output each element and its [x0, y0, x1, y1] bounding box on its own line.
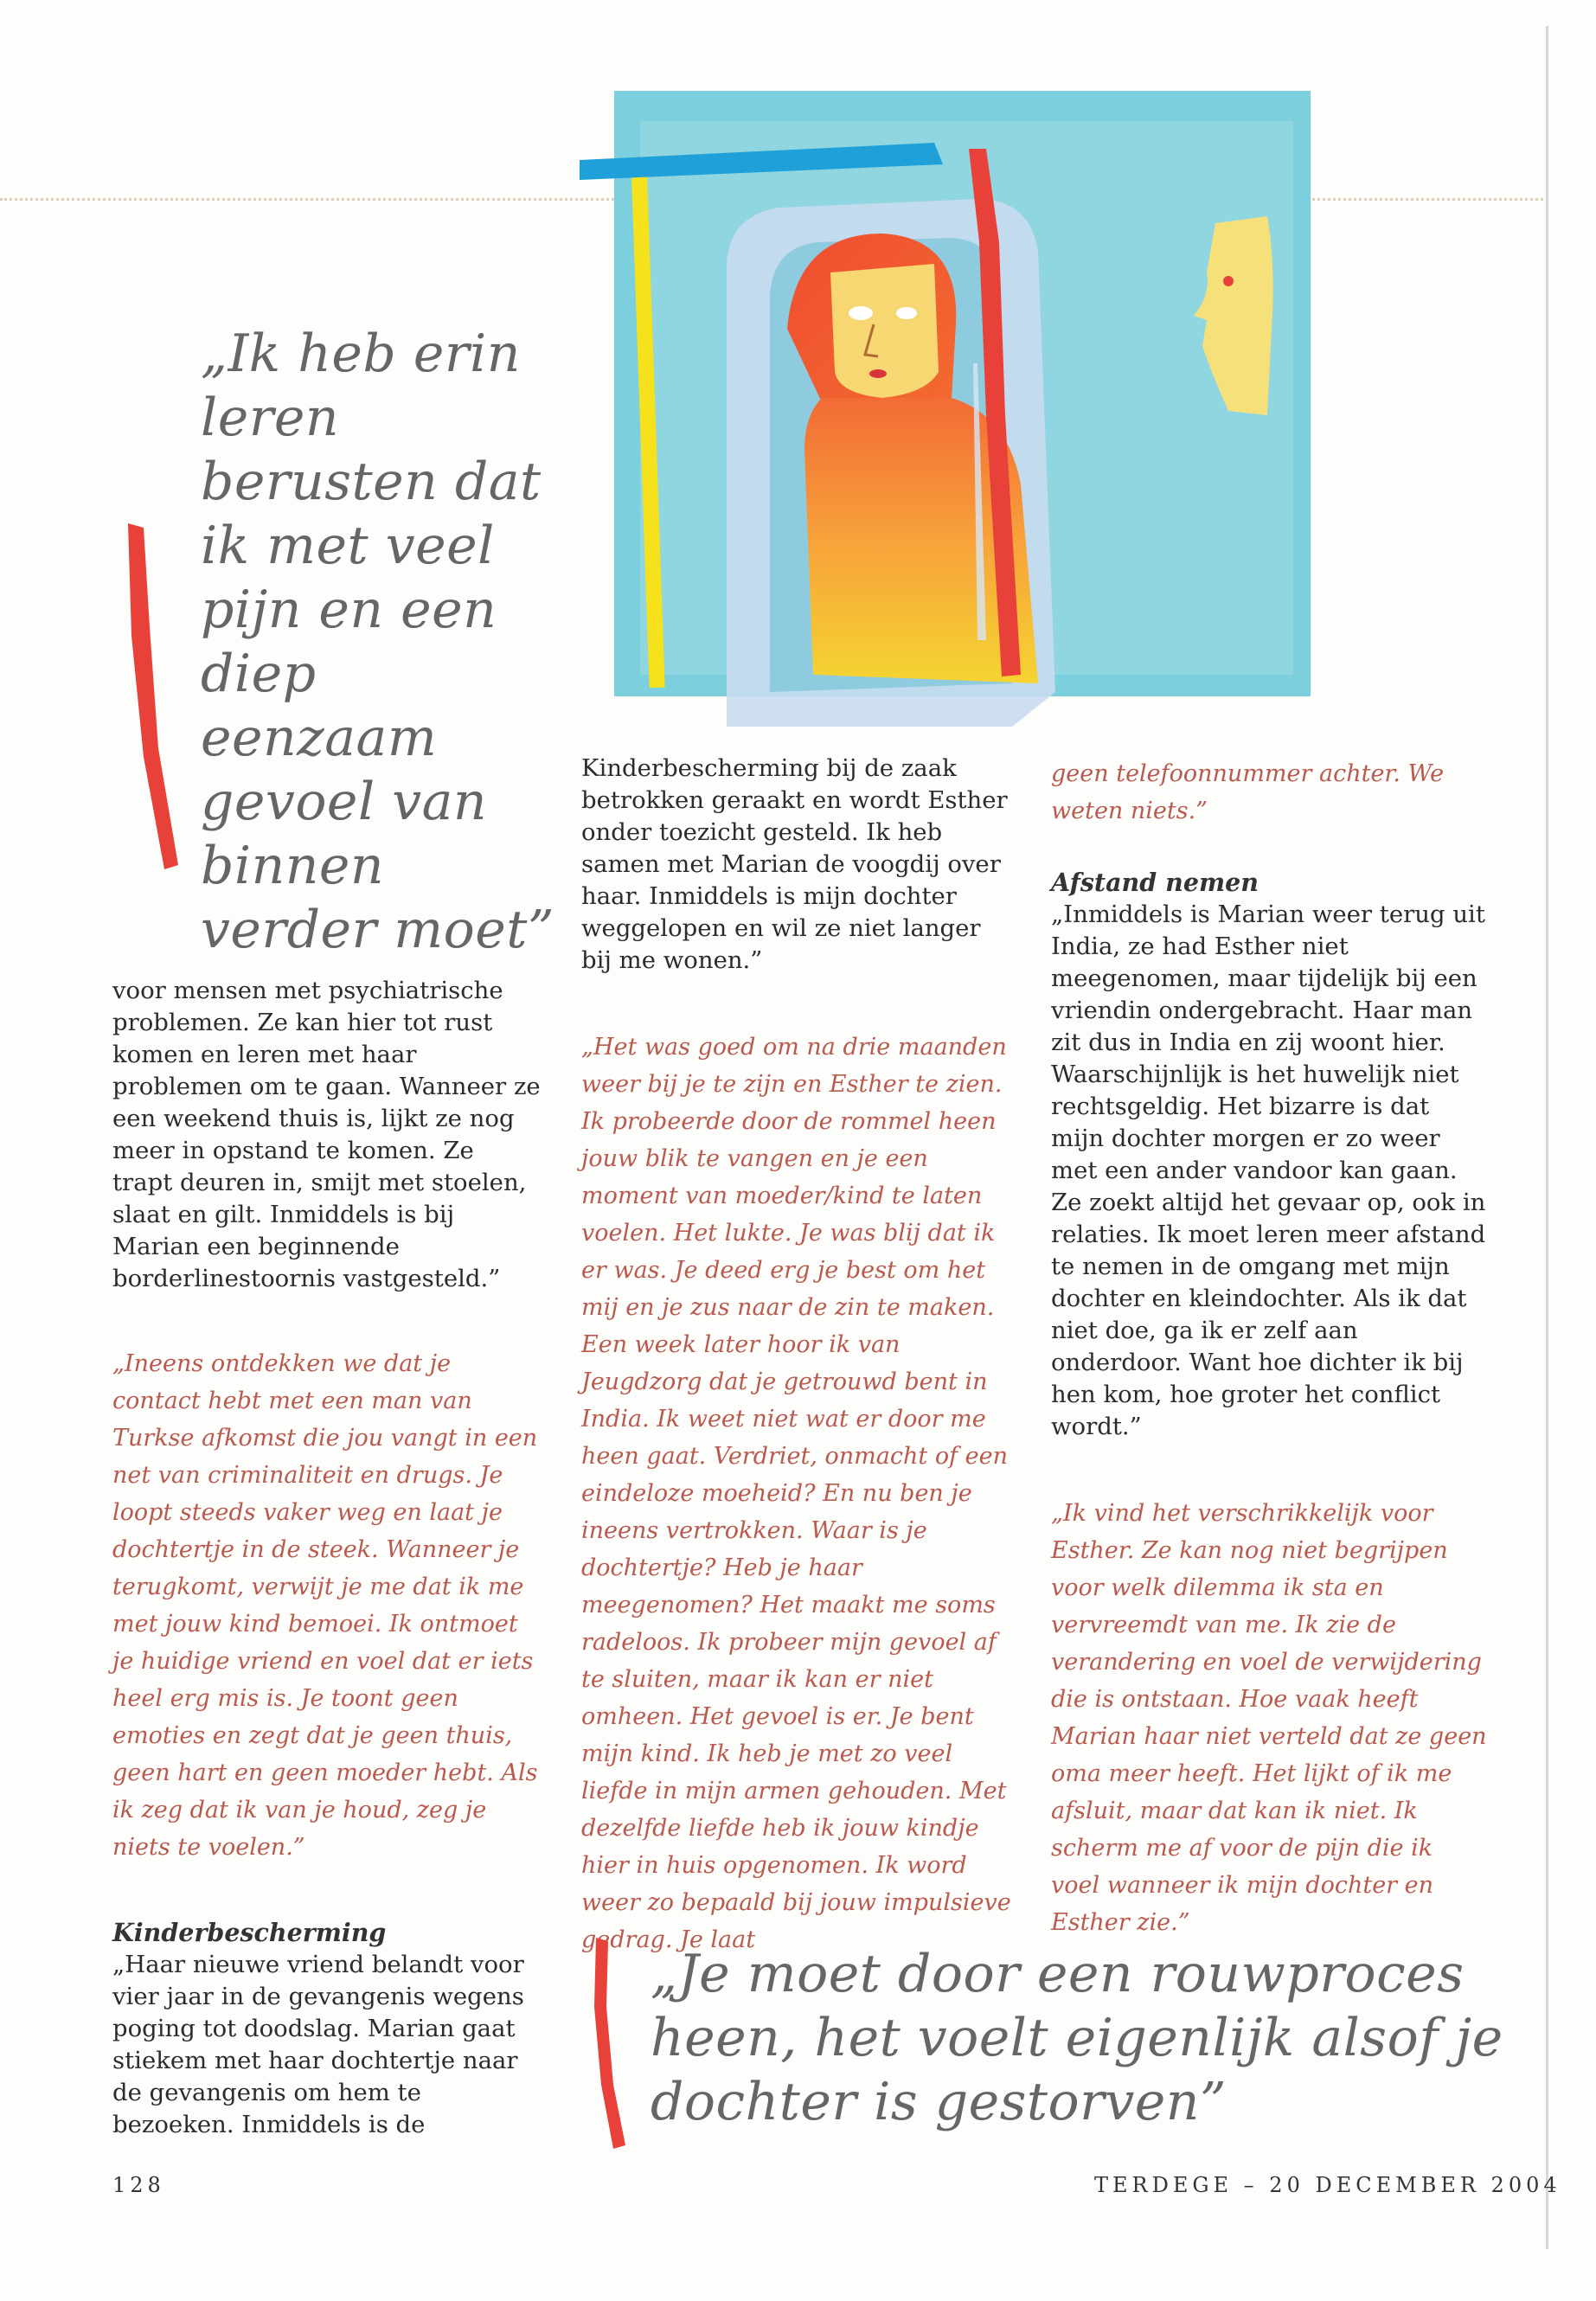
column-1	[112, 975, 541, 2141]
red-accent-bar-bottom	[584, 1938, 636, 2154]
col1-body-2: „Haar nieuwe vriend belandt voor vier jaar in de gevangenis wegens poging tot doodslag. Marian gaat stiekem met haar dochtertje naar de gevangenis om hem te bezoeken. Inmiddels is de	[112, 1951, 524, 2138]
col2-body-1: Kinderbescherming bij de zaak betrokken geraakt en wordt Esther onder toezicht gesteld. Ik heb samen met Marian de voogdij over haar. Inmiddels is mijn dochter weggelopen en wil ze niet langer bij me wonen.”	[581, 754, 1008, 974]
col2-quote-2: Een week later hoor ik van Jeugdzorg dat je getrouwd bent in India. Ik weet niet wat er door me heen gaat. Verdriet, onmacht of een eindeloze moeheid? En nu ben je ineens vertrokken. Waar is je dochtertje? Heb je haar meegenomen? Het maakt me soms radeloos. Ik probeer mijn gevoel af te sluiten, maar ik kan er niet omheen. Het gevoel is er. Je bent mijn kind. Ik heb je met zo veel liefde in mijn armen gehouden. Met dezelfde liefde heb ik jouw kindje hier in huis opgenomen. Ik word weer zo bepaald bij jouw impulsieve gedrag. Je laat	[581, 1331, 1011, 1953]
publication-footer: TERDEGE – 20 DECEMBER 2004	[1094, 2173, 1561, 2197]
red-accent-bar-top	[111, 523, 189, 887]
figure-face	[830, 264, 939, 398]
col3-quote-2: „Ik vind het verschrikkelijk voor Esther. Ze kan nog niet begrijpen voor welk dilemma ik sta en vervreemdt van me. Ik zie de verandering en voel de verwijdering die is ontstaan. Hoe vaak heeft Marian haar niet verteld dat ze geen oma meer heeft. Het lijkt of ik me afsluit, maar dat kan ik niet. Ik scherm me af voor de pijn die ik voel wanneer ik mijn dochter en Esther zie.”	[1051, 1500, 1487, 1936]
column-3	[1051, 755, 1488, 1941]
page-number: 128	[112, 2173, 165, 2197]
col2-quote-1: „Het was goed om na drie maanden weer bij je te zijn en Esther te zien. Ik probeerde door de rommel heen jouw blik te vangen en je een moment van moeder/kind te laten voelen. Het lukte. Je was blij dat ik er was. Je deed erg je best om het mij en je zus naar de zin te maken.	[581, 1034, 1007, 1321]
pull-quote-top: „Ik heb erin leren berusten dat ik met veel pijn en een diep eenzaam gevoel van binnen verder moet”	[201, 324, 555, 960]
col3-quote-1: geen telefoonnummer achter. We weten niets.”	[1051, 760, 1445, 824]
col1-quote-1: „Ineens ontdekken we dat je contact hebt met een man van Turkse afkomst die jou vangt in een net van criminaliteit en drugs. Je loopt steeds vaker weg en laat je dochtertje in de steek. Wanneer je terugkomt, verwijt je me dat ik me met jouw kind bemoei. Ik ontmoet je huidige vriend en voel dat er iets heel erg mis is. Je toont geen emoties en zegt dat je geen thuis, geen hart en geen moeder hebt. Als ik zeg dat ik van je houd, zeg je niets te voelen.”	[112, 1350, 538, 1861]
column-2	[581, 753, 1018, 1958]
col3-body-1: „Inmiddels is Marian weer terug uit India, ze had Esther niet meegenomen, maar tijdelijk bij een vriendin ondergebracht. Haar man zit dus in India en zij woont hier. Waarschijnlijk is het huwelijk niet rechtsgeldig. Het bizarre is dat mijn dochter morgen er zo weer met een ander vandoor kan gaan. Ze zoekt altijd het gevaar op, ook in relaties. Ik moet leren meer afstand te nemen in de omgang met mijn dochter en kleindochter. Als ik dat niet doe, ga ik er zelf aan onderdoor. Want hoe dichter ik bij hen kom, hoe groter het conflict wordt.”	[1051, 901, 1486, 1440]
col1-body-1: voor mensen met psychiatrische problemen. Ze kan hier tot rust komen en leren met haar problemen om te gaan. Wanneer ze een weekend thuis is, lijkt ze nog meer in opstand te komen. Ze trapt deuren in, smijt met stoelen, slaat en gilt. Inmiddels is bij Marian een beginnende borderlinestoornis vastgesteld.”	[112, 977, 541, 1292]
pull-quote-bottom: „Je moet door een rouwproces heen, het voelt eigenlijk alsof je dochter is gestorven”	[651, 1944, 1503, 2132]
illustration	[571, 87, 1332, 744]
section-heading-afstand-nemen: Afstand nemen	[1051, 868, 1259, 897]
section-heading-kinderbescherming: Kinderbescherming	[112, 1918, 387, 1947]
page-edge-rule	[1546, 26, 1548, 2249]
